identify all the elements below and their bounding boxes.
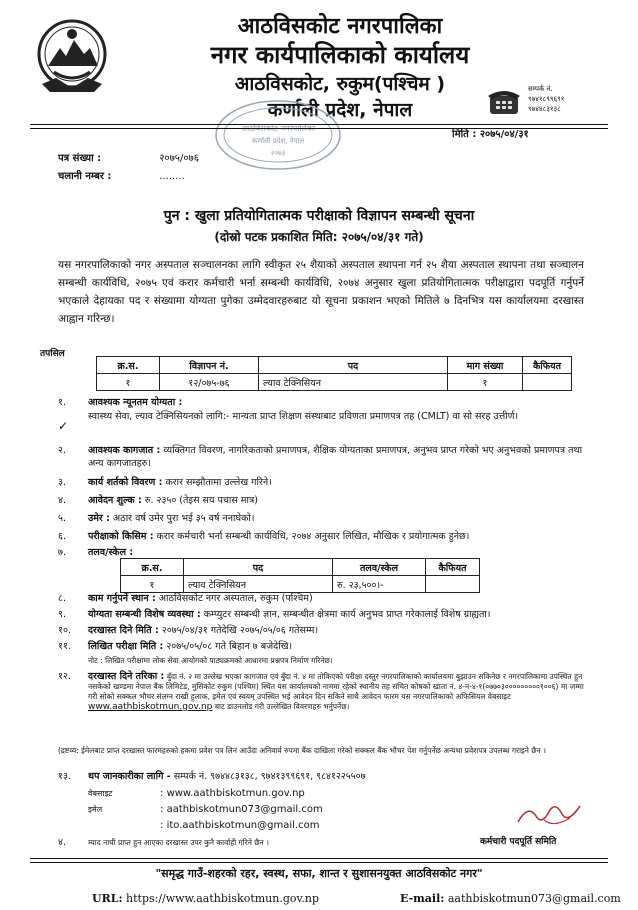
contact-key: इमेल bbox=[88, 805, 103, 814]
footer-email-label: E-mail: bbox=[400, 892, 445, 905]
item-text: व्यक्तिगत विवरण, नागरिकताको प्रमाणपत्र, शैक्षिक योग्यताका प्रमाणपत्र, अनुभव प्राप्त गरेको भए अनुभवको प्रमाणपत्र तथा अन्य कागजातहरु। bbox=[88, 445, 583, 469]
item-label: परीक्षाको किसिम : bbox=[88, 531, 154, 542]
contact-row-website: वेबसाइट : www.aathbiskotmun.gov.np bbox=[88, 786, 323, 802]
item-text-suffix: बाट डाउनलोड गरी उल्लेखित विवरणहरु भर्नुपर्नेछ। bbox=[214, 702, 350, 711]
table-row bbox=[121, 576, 480, 593]
government-emblem-icon bbox=[34, 14, 110, 96]
date-value: २०७५/०४/३१ bbox=[479, 129, 529, 140]
footer-email-link[interactable]: aathbiskotmun073@gmail.com bbox=[447, 892, 621, 905]
item-number: ७. bbox=[58, 547, 66, 558]
item-text: सम्पर्क नं. ९७४४८३१३८, ९७४१३९९६९१, ९८४१२२५५०७ bbox=[173, 771, 366, 782]
table-row bbox=[97, 374, 572, 391]
notice-subtitle: (दोस्रो पटक प्रकाशित मिति: २०७५/०४/३१ गते) bbox=[214, 230, 424, 244]
footer-url-link[interactable]: https://www.aathbiskotmun.gov.np bbox=[126, 892, 320, 905]
svg-text:२०७३: २०७३ bbox=[270, 149, 286, 157]
website-link[interactable]: www.aathbiskotmun.gov.np bbox=[166, 788, 305, 799]
item-number: ४. bbox=[58, 495, 66, 506]
item-label: दरखास्त दिने तरिका : bbox=[88, 671, 165, 682]
vacancy-table bbox=[96, 356, 572, 391]
email-warning: (द्रष्टव्य: ईमेलबाट प्राप्त दरखास्त फारमहरुको हकमा प्रवेश पत्र लिन आउँदा अनिवार्य रुपमा बैंक दाखिला गरेको सक्कल बैंक भौचर पेश गर्नुपर्नेछ अन्यथा प्रवेशपत्र उपलब्ध गराइने छैन । bbox=[58, 746, 546, 755]
item-label: तलव/स्केल : bbox=[88, 547, 134, 558]
salary-table bbox=[120, 558, 480, 593]
item-number: ११. bbox=[58, 641, 71, 652]
item-text: रु. २३५० (तेइस सय पचास मात्र) bbox=[144, 495, 258, 506]
item-number: २. bbox=[58, 445, 66, 456]
office-name: नगर कार्यपालिकाको कार्यालय bbox=[210, 41, 470, 69]
item-number: ८. bbox=[58, 593, 66, 604]
email-link[interactable]: aathbiskotmun073@gmail.com bbox=[166, 804, 323, 815]
item-text: कम्प्युटर सम्बन्धी ज्ञान, सम्बन्धीत क्षेत्रमा कार्य अनुभव प्राप्त गरेकालाई विशेष ग्राह्यता। bbox=[203, 609, 491, 620]
contact-phone-1: ९७४१८९९६९१ bbox=[528, 95, 565, 103]
table-cell: १ bbox=[448, 374, 523, 391]
tapsil-label: तपसिल bbox=[40, 349, 65, 359]
item-text: २०७५/०४/३१ गतेदेखि २०७५/०५/०६ गतेसम्म। bbox=[161, 625, 319, 636]
telephone-icon bbox=[486, 86, 522, 118]
patra-value: २०७५/०७६ bbox=[159, 153, 199, 164]
item-label: योग्यता सम्बन्धी विशेष व्यवस्था : bbox=[88, 609, 201, 620]
item-label: कार्य शर्तको विवरण : bbox=[88, 477, 163, 488]
item-text: करार सम्झौतामा उल्लेख गरिने। bbox=[165, 477, 272, 488]
patra-sankhya bbox=[58, 150, 199, 164]
notice-title: पुन : खुला प्रतियोगितात्मक परीक्षाको विज्ञापन सम्बन्धी सूचना bbox=[163, 208, 475, 224]
item-number: ६. bbox=[58, 531, 66, 542]
contact-block bbox=[528, 84, 564, 114]
table-cell: १ bbox=[121, 576, 184, 593]
table-header: पद bbox=[184, 559, 333, 576]
table-header: तलव/स्केल bbox=[333, 559, 426, 576]
note-text: नोट : लिखित परीक्षामा लोक सेवा आयोगको पाठ्यक्रमको आधारमा प्रश्नपत्र निर्माण गरिनेछ। bbox=[88, 656, 333, 665]
contact-label: सम्पर्क नं. bbox=[528, 85, 553, 93]
table-cell bbox=[426, 576, 480, 593]
item-qualification-detail bbox=[58, 410, 588, 438]
table-cell: ल्याव टेक्निसियन bbox=[184, 576, 333, 593]
item-number: ४. bbox=[58, 837, 66, 848]
contact-row-email-2: : ito.aathbiskotmun@gmail.com bbox=[160, 820, 320, 831]
header-divider bbox=[30, 124, 608, 129]
province-country: कर्णाली प्रदेश, नेपाल bbox=[267, 99, 413, 121]
item-label: आवश्यक न्यूनतम योग्यता : bbox=[88, 397, 183, 408]
item-label: थप जानकारीका लागि - bbox=[88, 771, 171, 782]
office-location: आठविसकोट, रुकुम(पश्चिम ) bbox=[234, 73, 446, 95]
footer-slogan: "समृद्ध गाउँ-शहरको रहर, स्वस्थ, सफा, शान्त र सुशासनयुक्त आठविसकोट नगर" bbox=[155, 867, 483, 880]
checkmark-icon: ✓ bbox=[58, 419, 69, 433]
item-label: दरखास्त दिने मिति : bbox=[88, 625, 159, 636]
table-cell: १२/०७५-७६ bbox=[160, 374, 259, 391]
item-documents bbox=[58, 444, 588, 472]
table-header-row bbox=[97, 357, 572, 374]
item-number: ५. bbox=[58, 513, 66, 524]
table-header: पद bbox=[259, 357, 448, 374]
chalani-value: ........ bbox=[159, 171, 185, 182]
contact-phone-2: ९७४४८३१३८ bbox=[528, 105, 561, 113]
item-number: १३. bbox=[58, 771, 71, 782]
signature-label: कर्मचारी पदपूर्ति समिति bbox=[480, 837, 557, 847]
table-header: विज्ञापन नं. bbox=[160, 357, 259, 374]
table-cell: रु. २३,५००।- bbox=[333, 576, 426, 593]
date-label: मिति : bbox=[452, 129, 477, 140]
item-text: २०७५/०५/०८ गते बिहान ७ बजेदेखि। bbox=[166, 641, 293, 652]
item-number: १०. bbox=[58, 625, 71, 636]
signature-icon bbox=[514, 800, 584, 830]
patra-label: पत्र संख्या : bbox=[58, 153, 102, 164]
item-label: आवेदन शुल्क : bbox=[88, 495, 142, 506]
item-text: आठविसकोट नगर अस्पताल, रुकुम (पश्चिम) bbox=[158, 593, 313, 604]
table-header-row bbox=[121, 559, 480, 576]
item-text: अठार वर्ष उमेर पुरा भई ३५ वर्ष ननाघेको। bbox=[112, 513, 255, 524]
table-header: कैफियत bbox=[523, 357, 572, 374]
office-seal-stamp bbox=[212, 95, 344, 173]
item-label: आवश्यक कागजात : bbox=[88, 445, 161, 456]
footer-divider bbox=[30, 858, 608, 863]
table-cell bbox=[523, 374, 572, 391]
email-link[interactable]: ito.aathbiskotmun@gmail.com bbox=[166, 820, 320, 831]
item-number: १. bbox=[58, 397, 66, 408]
contact-key: वेबसाइट bbox=[88, 789, 113, 798]
item-text: म्याद नाघी प्राप्त हुन आएका दरखास्त उपर कुनै कार्वाही गरिने छैन । bbox=[88, 838, 269, 847]
item-label: लिखित परीक्षा मिति : bbox=[88, 641, 164, 652]
svg-text:कर्णाली प्रदेश, नेपाल: कर्णाली प्रदेश, नेपाल bbox=[251, 137, 305, 145]
chalani-number bbox=[58, 168, 185, 182]
item-label: काम गर्नुपर्ने स्थान : bbox=[88, 593, 156, 604]
contact-details bbox=[88, 786, 323, 834]
contact-row-email: इमेल : aathbiskotmun073@gmail.com bbox=[88, 802, 323, 818]
svg-text:आठविसकोट नगरपालिका: आठविसकोट नगरपालिका bbox=[240, 124, 316, 133]
website-link[interactable]: www.aathbiskotmun.gov.np bbox=[88, 702, 213, 712]
item-label: उमेर : bbox=[88, 513, 110, 524]
table-header: माग संख्या bbox=[448, 357, 523, 374]
notice-body: यस नगरपालिकाको नगर अस्पताल सञ्चालनका लागि स्वीकृत २५ शैयाको अस्पताल स्थापना गर्न २५ शैया अस्पताल स्थापना तथा सञ्चालन सम्बन्धी कार्यविधि, २०७५ एवं करार कर्मचारी भर्ना सम्बन्धी कार्यविधि, २०७४ अनुसार खुला प्रतियोगितात्मक परीक्षाद्वारा पदपूर्ति गर्नुपर्ने भएकाले देहायका पद र संख्यामा योग्यता पुगेका उम्मेदवारहरुबाट यो सूचना प्रकाशन भएको मितिले ७ दिनभित्र यस कार्यालयमा दरखास्त आह्वान गरिन्छ। bbox=[58, 259, 584, 325]
item-text: करार कर्मचारी भर्ना सम्बन्धी कार्यविधि, २०७४ अनुसार लिखित, मौखिक र प्रयोगात्मक हुनेछ। bbox=[156, 531, 470, 542]
table-cell: ल्याव टेक्निसियन bbox=[259, 374, 448, 391]
chalani-label: चलानी नम्बर : bbox=[58, 171, 112, 182]
item-number: १२. bbox=[58, 671, 71, 682]
table-header: कैफियत bbox=[426, 559, 480, 576]
municipality-name: आठविसकोट नगरपालिका bbox=[237, 14, 443, 39]
item-number: ९. bbox=[58, 609, 66, 620]
table-header: क्र.स. bbox=[121, 559, 184, 576]
item-application-method bbox=[58, 672, 588, 742]
item-text: स्वास्थ्य सेवा, ल्याव टेक्निसियनको लागि:- मान्यता प्राप्त शिक्षण संस्थाबाट प्रविणता प्रमाणपत्र तह (CMLT) वा सो सरह उत्तीर्ण। bbox=[88, 411, 519, 422]
table-cell: १ bbox=[97, 374, 160, 391]
item-number: ३. bbox=[58, 477, 66, 488]
item-text: बुँदा नं. २ मा उल्लेख भएका कागजात एवं बुँदा नं. ४ मा तोकिएको परीक्षा दस्तुर नगरपालिकाको कार्यालयमा बुझाउन सकिनेछ र नगरपालिकामा उपस्थित हुन नसकेको खण्डमा नेपाल बैंक लिमिटेड, मुसिकोट रुकुम (पश्चिम) स्थित यस कार्यालयको नाममा रहेको स्थानीय तह संचित कोषको खाता नं. ४-न-४-१(०७७०३०००००००००१००६) मा जम्मा गरी सोको सक्कल भौचर संलग्न राखी हुलाक, इमेल एवं स्वयम् उपस्थित भई आवेदन दिन सकिने साथै आवेदन फारम यस नगरपालिकाको अफिसियल वेबसाइट bbox=[88, 672, 584, 701]
footer-email bbox=[400, 892, 621, 905]
table-header: क्र.स. bbox=[97, 357, 160, 374]
footer-url bbox=[92, 892, 319, 905]
footer-url-label: URL: bbox=[92, 892, 123, 905]
